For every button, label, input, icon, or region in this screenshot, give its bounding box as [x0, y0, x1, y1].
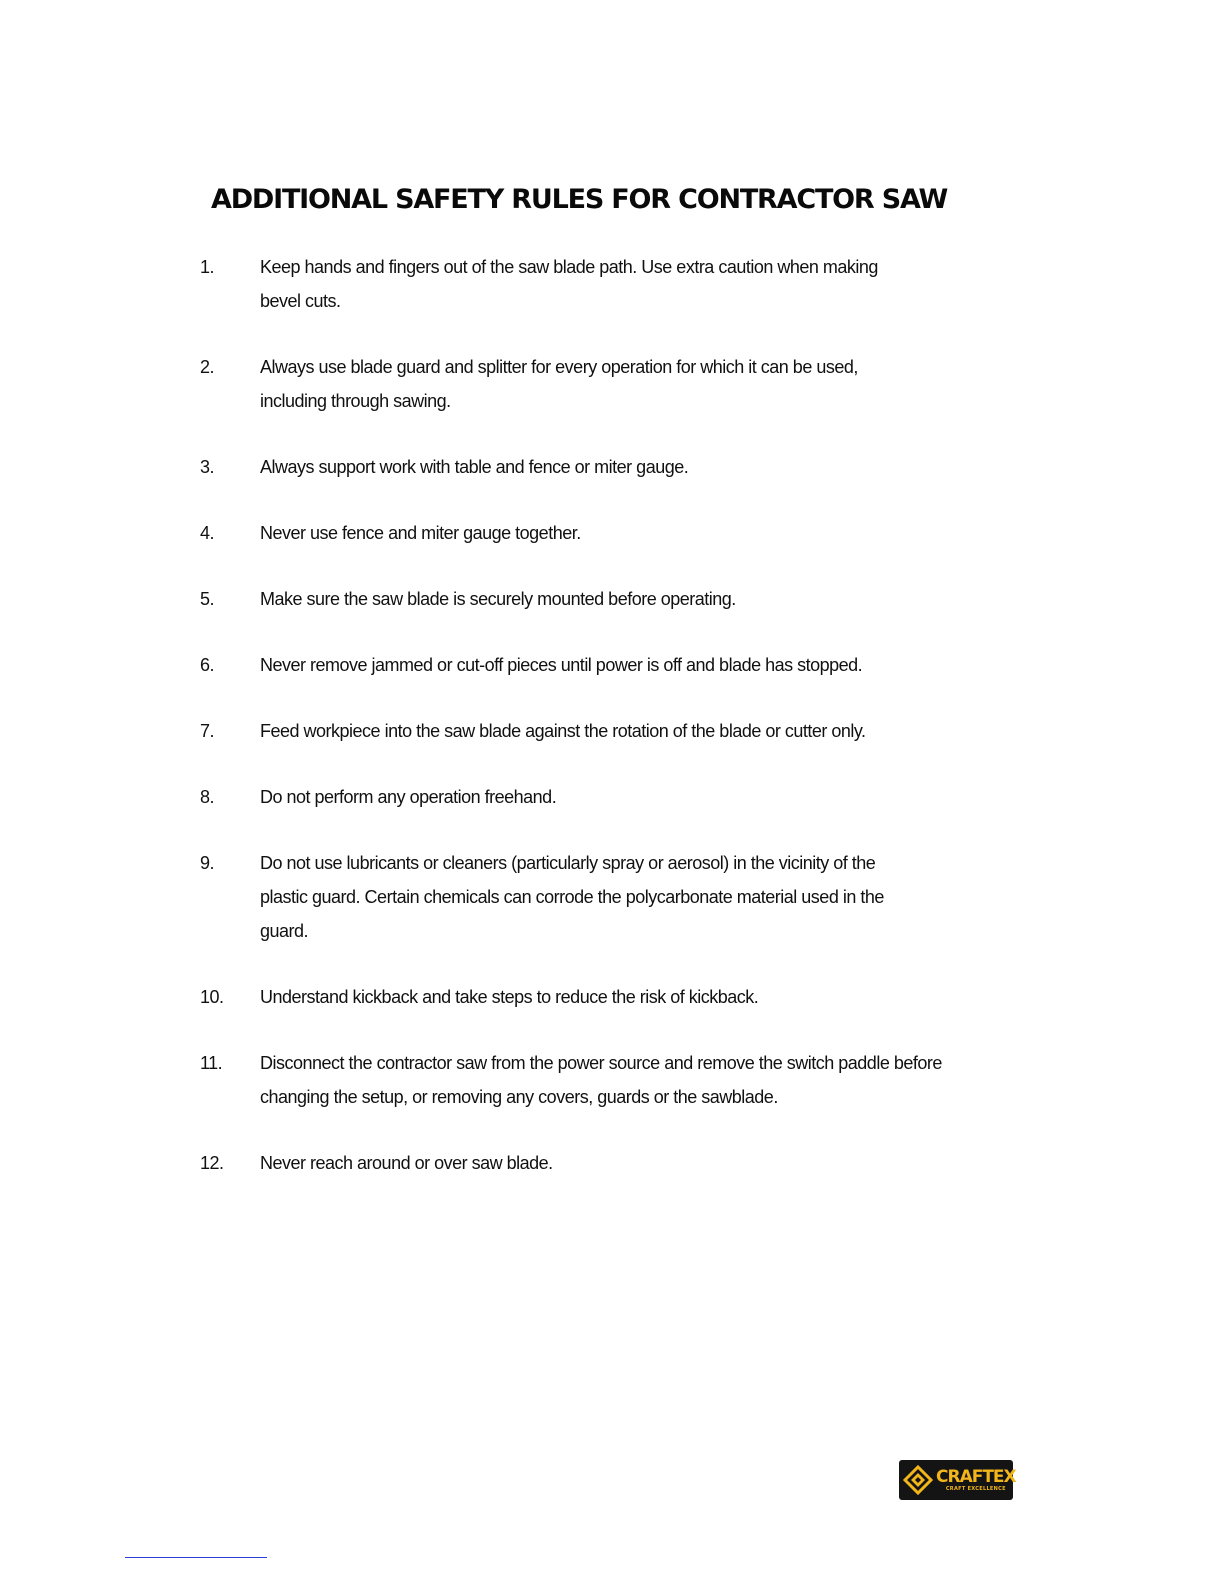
rule-number: 5.	[200, 589, 215, 609]
logo-text	[936, 1468, 1016, 1492]
rule-line: Feed workpiece into the saw blade against the rotation of the blade or cutter only.	[260, 721, 866, 741]
rule-item	[200, 516, 1020, 550]
rule-text	[260, 1146, 1020, 1180]
rule-text	[260, 250, 1020, 318]
rule-item	[200, 350, 1020, 418]
rule-item	[200, 250, 1020, 318]
rule-line: Make sure the saw blade is securely mounted before operating.	[260, 589, 736, 609]
rule-item	[200, 846, 1020, 948]
rule-line: guard.	[260, 921, 309, 941]
rule-line: plastic guard. Certain chemicals can corrode the polycarbonate material used in the	[260, 887, 884, 907]
rule-text	[260, 516, 1020, 550]
rule-number: 7.	[200, 721, 215, 741]
page-title: ADDITIONAL SAFETY RULES FOR CONTRACTOR SAW	[211, 184, 948, 215]
rule-line: including through sawing.	[260, 391, 451, 411]
rule-line: Always support work with table and fence or miter gauge.	[260, 457, 689, 477]
rule-item	[200, 1046, 1020, 1114]
rule-item	[200, 780, 1020, 814]
rule-item	[200, 714, 1020, 748]
rule-item	[200, 648, 1020, 682]
rule-item	[200, 1146, 1020, 1180]
rule-number: 3.	[200, 457, 215, 477]
rule-number: 2.	[200, 357, 215, 377]
rule-number: 6.	[200, 655, 215, 675]
rule-line: Keep hands and fingers out of the saw blade path. Use extra caution when making	[260, 257, 878, 277]
logo-tagline: CRAFT EXCELLENCE	[945, 1486, 1006, 1492]
rule-number: 10.	[200, 987, 224, 1007]
rule-text	[260, 350, 1020, 418]
rule-line: changing the setup, or removing any covers, guards or the sawblade.	[260, 1087, 778, 1107]
rule-number: 9.	[200, 853, 215, 873]
rule-text	[260, 582, 1020, 616]
rule-number: 8.	[200, 787, 215, 807]
craftex-logo	[899, 1460, 1016, 1500]
rule-number: 11.	[200, 1053, 223, 1073]
rule-text	[260, 980, 1020, 1014]
craftex-emblem-icon	[903, 1465, 933, 1495]
rule-line: Disconnect the contractor saw from the power source and remove the switch paddle before	[260, 1053, 942, 1073]
rule-line: Do not use lubricants or cleaners (particularly spray or aerosol) in the vicinity of the	[260, 853, 876, 873]
rule-text	[260, 1046, 1020, 1114]
rule-number: 4.	[200, 523, 215, 543]
rule-line: Always use blade guard and splitter for every operation for which it can be used,	[260, 357, 858, 377]
rule-line: Never remove jammed or cut-off pieces until power is off and blade has stopped.	[260, 655, 863, 675]
rule-line: Never use fence and miter gauge together.	[260, 523, 581, 543]
logo-wordmark: CRAFTEX	[936, 1467, 1016, 1487]
rule-item	[200, 582, 1020, 616]
rule-text	[260, 648, 1020, 682]
rule-line: Understand kickback and take steps to reduce the risk of kickback.	[260, 987, 759, 1007]
rule-text	[260, 714, 1020, 748]
rule-number: 1.	[200, 257, 215, 277]
rule-item	[200, 450, 1020, 484]
safety-rules-list	[200, 250, 1020, 1180]
rule-text	[260, 450, 1020, 484]
rule-number: 12.	[200, 1153, 224, 1173]
rule-line: Do not perform any operation freehand.	[260, 787, 557, 807]
rule-text	[260, 780, 1020, 814]
rule-line: bevel cuts.	[260, 291, 341, 311]
rule-text	[260, 846, 1020, 948]
rule-line: Never reach around or over saw blade.	[260, 1153, 553, 1173]
footer-divider	[125, 1557, 267, 1558]
rule-item	[200, 980, 1020, 1014]
